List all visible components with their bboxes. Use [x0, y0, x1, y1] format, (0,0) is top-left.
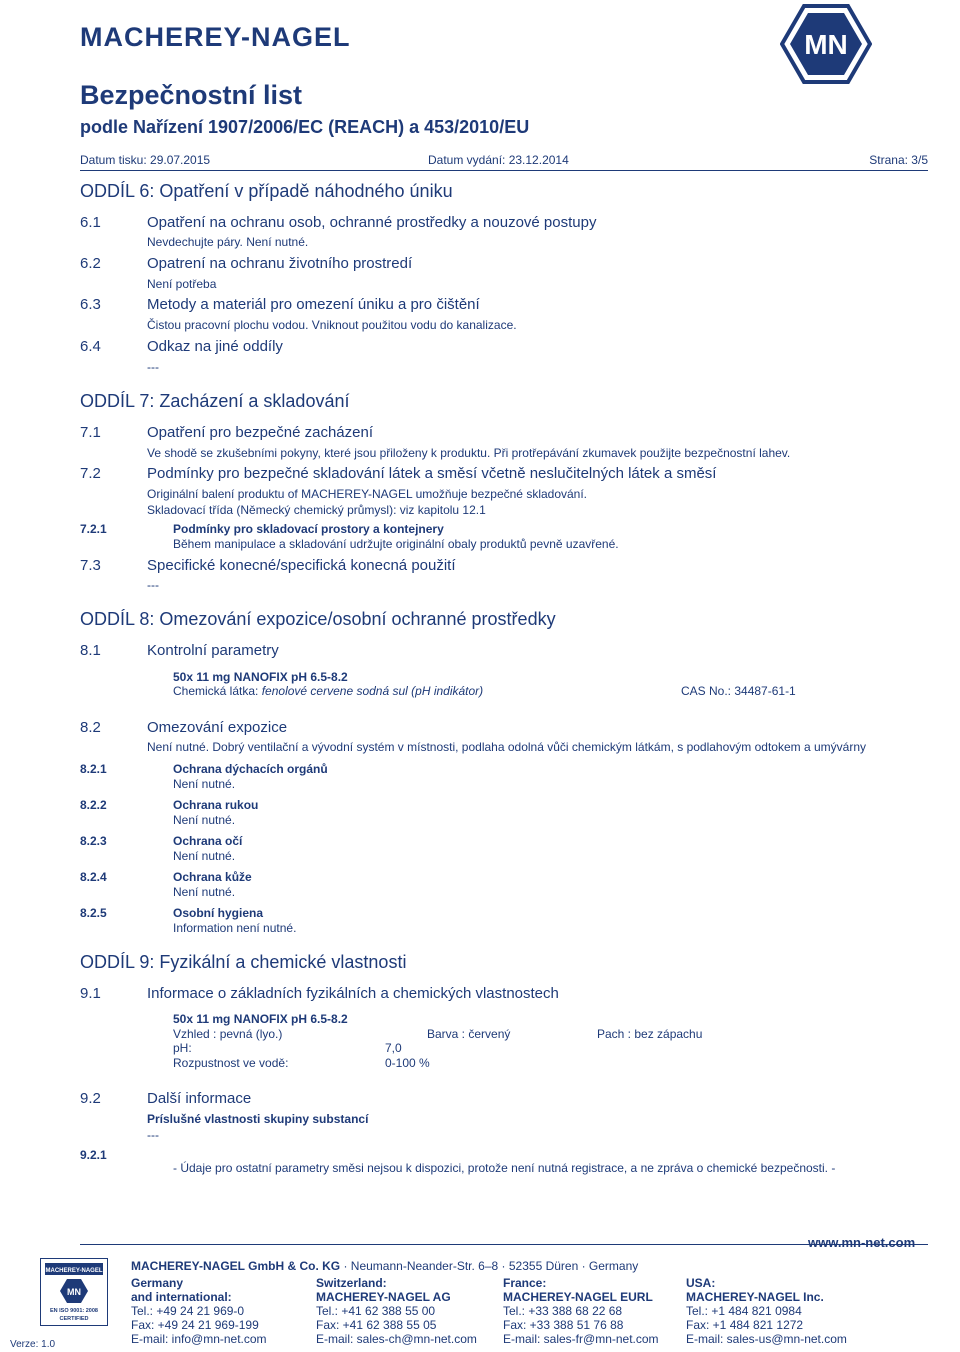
subsection-text: --- [147, 578, 159, 592]
company-line: MACHEREY-NAGEL GmbH & Co. KG · Neumann-Neander-Str. 6–8 · 52355 Düren · Germany [131, 1259, 639, 1273]
section-number: 6.4 [80, 338, 101, 355]
subsection-heading: Odkaz na jiné oddíly [147, 338, 283, 355]
group-properties-heading: Príslušné vlastnosti skupiny substancí [147, 1112, 369, 1126]
footer-contact-germany: Germany and international: Tel.: +49 24 21 969-0 Fax: +49 24 21 969-199 E-mail: info@mn-net.com [131, 1276, 267, 1346]
additional-note: - Údaje pro ostatní parametry směsi nejsou k dispozici, protože není nutná registrace, a ne zpráva o chemické bezpečnosti. - [173, 1161, 836, 1175]
subsection-text: Během manipulace a skladování udržujte originální obaly produktů pevně uzavřené. [173, 537, 619, 551]
subsection-number: 9.2.1 [80, 1148, 107, 1162]
subsection-heading: Kontrolní parametry [147, 642, 279, 659]
section-9-title: ODDÍL 9: Fyzikální a chemické vlastnosti [80, 952, 407, 972]
subsection-heading: Podmínky pro skladovací prostory a kontejnery [173, 522, 444, 536]
subsection-number: 8.2.4 [80, 870, 107, 884]
mn-logo-icon [780, 4, 872, 84]
substance-line: Chemická látka: fenolové cervene sodná sul (pH indikátor) [173, 684, 484, 698]
product-name: 50x 11 mg NANOFIX pH 6.5-8.2 [173, 1012, 348, 1026]
page-subtitle: podle Nařízení 1907/2006/EC (REACH) a 453/2010/EU [80, 117, 530, 137]
footer-contact-usa: USA: MACHEREY-NAGEL Inc. Tel.: +1 484 821 0984 Fax: +1 484 821 1272 E-mail: sales-us@mn-net.com [686, 1276, 847, 1346]
print-date: Datum tisku: 29.07.2015 [80, 153, 211, 167]
brand-wordmark: MACHEREY-NAGEL [80, 22, 351, 52]
website-link[interactable]: www.mn-net.com [808, 1235, 916, 1250]
ph-label: pH: [173, 1041, 192, 1055]
subsection-heading: Specifické konecné/specifická konecná použití [147, 557, 456, 574]
solubility-value: 0-100 % [385, 1056, 430, 1070]
appearance: Vzhled : pevná (lyo.) [173, 1027, 283, 1041]
subsection-number: 8.2.1 [80, 762, 107, 776]
subsection-text: Není nutné. [173, 849, 236, 863]
cas-number: CAS No.: 34487-61-1 [681, 684, 796, 698]
section-7-title: ODDÍL 7: Zacházení a skladování [80, 391, 350, 411]
subsection-heading: Ochrana rukou [173, 798, 259, 812]
header-divider [80, 170, 928, 171]
subsection-heading: Opatření pro bezpečné zacházení [147, 424, 373, 441]
section-number: 8.2 [80, 719, 101, 736]
svg-text:MN: MN [804, 29, 848, 60]
section-number: 6.1 [80, 214, 101, 231]
subsection-text: Ve shodě se zkušebními pokyny, které jsou přiloženy k produktu. Při protřepávání zkumavek použijte bezpečnostní lahev. [147, 446, 791, 460]
section-6-title: ODDÍL 6: Opatření v případě náhodného úniku [80, 181, 453, 201]
color-property: Barva : červený [427, 1027, 511, 1041]
subsection-text: Není nutné. Dobrý ventilační a vývodní systém v místnosti, podlaha odolná vůči chemickým látkám, s podlahovým odtokem a umývárny [147, 740, 866, 754]
subsection-text: Originální balení produktu of MACHEREY-NAGEL umožňuje bezpečné skladování. [147, 487, 588, 501]
section-number: 6.3 [80, 296, 101, 313]
subsection-number: 8.2.3 [80, 834, 107, 848]
subsection-text: Není nutné. [173, 885, 236, 899]
footer-contact-france: France: MACHEREY-NAGEL EURL Tel.: +33 388 68 22 68 Fax: +33 388 51 76 88 E-mail: sales-fr@mn-net.com [503, 1276, 659, 1346]
page-number: Strana: 3/5 [869, 153, 928, 167]
section-number: 9.2 [80, 1090, 101, 1107]
svg-text:MACHEREY-NAGEL: MACHEREY-NAGEL [45, 1268, 103, 1274]
ph-value: 7,0 [385, 1041, 402, 1055]
subsection-heading: Opatření na ochranu osob, ochranné prostředky a nouzové postupy [147, 214, 597, 231]
section-number: 7.2 [80, 465, 101, 482]
subsection-text: --- [147, 360, 159, 374]
subsection-number: 8.2.2 [80, 798, 107, 812]
subsection-number: 7.2.1 [80, 522, 107, 536]
subsection-heading: Osobní hygiena [173, 906, 264, 920]
subsection-heading: Opatrení na ochranu životního prostredí [147, 255, 413, 272]
section-number: 7.1 [80, 424, 101, 441]
footer-contact-switzerland: Switzerland: MACHEREY-NAGEL AG Tel.: +41 62 388 55 00 Fax: +41 62 388 55 05 E-mail: sales-ch@mn-net.com [316, 1276, 477, 1346]
subsection-heading: Ochrana kůže [173, 870, 252, 884]
group-properties-value: --- [147, 1128, 159, 1142]
version: Verze: 1.0 [10, 1339, 56, 1350]
subsection-text: Není nutné. [173, 777, 236, 791]
subsection-heading: Ochrana dýchacích orgánů [173, 762, 328, 776]
subsection-heading: Metody a materiál pro omezení úniku a pro čištění [147, 296, 480, 313]
product-name: 50x 11 mg NANOFIX pH 6.5-8.2 [173, 670, 348, 684]
section-number: 8.1 [80, 642, 101, 659]
subsection-number: 8.2.5 [80, 906, 107, 920]
subsection-text: Čistou pracovní plochu vodou. Vniknout použitou vodu do kanalizace. [147, 318, 517, 332]
section-8-title: ODDÍL 8: Omezování expozice/osobní ochranné prostředky [80, 609, 556, 629]
subsection-heading: Omezování expozice [147, 719, 288, 736]
iso-certificate-badge [40, 1258, 108, 1326]
subsection-text: Nevdechujte páry. Není nutné. [147, 235, 309, 249]
subsection-heading: Podmínky pro bezpečné skladování látek a směsí včetně neslučitelných látek a směsí [147, 465, 717, 482]
footer-divider [80, 1244, 928, 1245]
certificate-icon [41, 1259, 107, 1325]
subsection-text: Není nutné. [173, 813, 236, 827]
svg-text:MN: MN [67, 1287, 81, 1297]
section-number: 9.1 [80, 985, 101, 1002]
subsection-heading: Ochrana očí [173, 834, 243, 848]
svg-text:EN ISO 9001: 2008: EN ISO 9001: 2008 [49, 1308, 99, 1314]
subsection-text: Information není nutné. [173, 921, 297, 935]
subsection-heading: Informace o základních fyzikálních a chemických vlastnostech [147, 985, 559, 1002]
section-number: 7.3 [80, 557, 101, 574]
svg-text:CERTIFIED: CERTIFIED [59, 1316, 89, 1322]
subsection-text: Není potřeba [147, 277, 217, 291]
odor-property: Pach : bez zápachu [597, 1027, 703, 1041]
section-number: 6.2 [80, 255, 101, 272]
issue-date: Datum vydání: 23.12.2014 [428, 153, 569, 167]
subsection-text: Skladovací třída (Německý chemický průmysl): viz kapitolu 12.1 [147, 503, 486, 517]
solubility-label: Rozpustnost ve vodě: [173, 1056, 289, 1070]
page-title: Bezpečnostní list [80, 80, 303, 110]
subsection-heading: Další informace [147, 1090, 252, 1107]
